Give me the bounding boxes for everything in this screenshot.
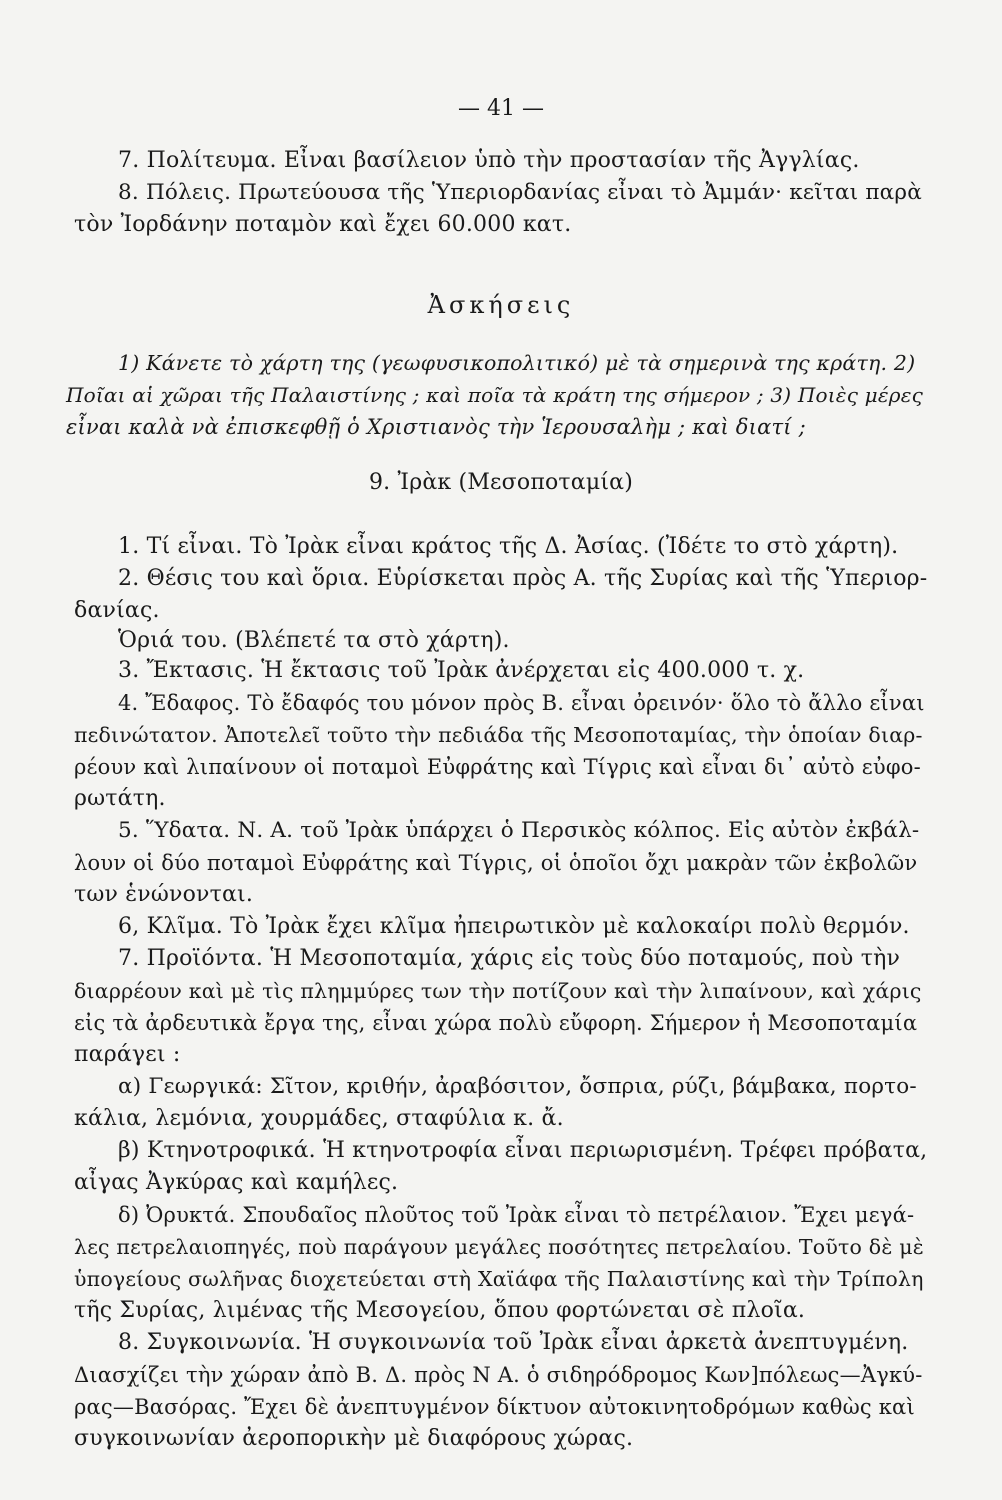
text-line: 5. Ὕδατα. Ν. Α. τοῦ Ἰρὰκ ὑπάρχει ὁ Περσικὸς κόλπος. Εἰς αὐτὸν ἐκβάλ- xyxy=(118,818,920,843)
section-heading-exercises: Ἀσκήσεις xyxy=(427,291,575,319)
text-line: διαρρέουν καὶ μὲ τὶς πλημμύρες των τὴν ποτίζουν καὶ τὴν λιπαίνουν, καὶ χάρις xyxy=(74,979,922,1003)
text-line: παράγει : xyxy=(74,1042,181,1067)
text-line: πεδινώτατον. Ἀποτελεῖ τοῦτο τὴν πεδιάδα τῆς Μεσοποταμίας, τὴν ὁποίαν διαρ- xyxy=(74,723,923,747)
chapter-heading-iraq: 9. Ἰρὰκ (Μεσοποταμία) xyxy=(368,470,634,495)
text-line: κάλια, λεμόνια, χουρμάδες, σταφύλια κ. ἄ. xyxy=(74,1106,564,1131)
text-line: λες πετρελαιοπηγές, ποὺ παράγουν μεγάλες ποσότητες πετρελαίου. Τοῦτο δὲ μὲ xyxy=(74,1235,924,1259)
text-line: 8. Πόλεις. Πρωτεύουσα τῆς Ὑπεριορδανίας εἶναι τὸ Ἀμμάν· κεῖται παρὰ xyxy=(118,180,922,205)
text-line: συγκοινωνίαν ἀεροπορικὴν μὲ διαφόρους χώρας. xyxy=(74,1426,634,1451)
page-number: — 41 — xyxy=(458,96,544,121)
text-line: 2. Θέσις του καὶ ὅρια. Εὑρίσκεται πρὸς Α. τῆς Συρίας καὶ τῆς Ὑπεριορ- xyxy=(118,566,928,591)
text-line: 8. Συγκοινωνία. Ἡ συγκοινωνία τοῦ Ἰρὰκ εἶναι ἀρκετὰ ἀνεπτυγμένη. xyxy=(118,1330,909,1355)
text-line: 6, Κλῖμα. Τὸ Ἰρὰκ ἔχει κλῖμα ἠπειρωτικὸν μὲ καλοκαίρι πολὺ θερμόν. xyxy=(118,914,910,939)
text-line: 7. Πολίτευμα. Εἶναι βασίλειον ὑπὸ τὴν προστασίαν τῆς Ἀγγλίας. xyxy=(118,148,860,173)
text-line: ρέουν καὶ λιπαίνουν οἱ ποταμοὶ Εὐφράτης καὶ Τίγρις καὶ εἶναι δι᾽ αὐτὸ εὐφο- xyxy=(74,755,921,779)
text-line: εἶναι καλὰ νὰ ἐπισκεφθῇ ὁ Χριστιανὸς τὴν Ἱερουσαλὴμ ; καὶ διατί ; xyxy=(66,415,806,439)
text-line: α) Γεωργικά: Σῖτον, κριθήν, ἀραβόσιτον, ὄσπρια, ρύζι, βάμβακα, πορτο- xyxy=(118,1074,917,1099)
text-line: 1. Τί εἶναι. Τὸ Ἰρὰκ εἶναι κράτος τῆς Δ. Ἀσίας. (Ἰδέτε το στὸ χάρτη). xyxy=(118,534,899,559)
text-line: τῆς Συρίας, λιμένας τῆς Μεσογείου, ὅπου φορτώνεται σὲ πλοῖα. xyxy=(74,1298,806,1323)
text-line: 7. Προϊόντα. Ἡ Μεσοποταμία, χάρις εἰς τοὺς δύο ποταμούς, ποὺ τὴν xyxy=(118,946,901,971)
text-line: Διασχίζει τὴν χώραν ἀπὸ Β. Δ. πρὸς Ν Α. ὁ σιδηρόδρομος Κων]πόλεως—Ἀγκύ- xyxy=(74,1363,923,1387)
text-line: ὑπογείους σωλῆνας διοχετεύεται στὴ Χαϊάφα τῆς Παλαιστίνης καὶ τὴν Τρίπολη xyxy=(74,1267,924,1291)
text-line: τὸν Ἰορδάνην ποταμὸν καὶ ἔχει 60.000 κατ. xyxy=(74,212,572,237)
text-line: αἶγας Ἀγκύρας καὶ καμήλες. xyxy=(74,1170,399,1195)
text-line: Ποῖαι αἱ χῶραι τῆς Παλαιστίνης ; καὶ ποῖα τὰ κράτη της σήμερον ; 3) Ποιὲς μέρες xyxy=(66,383,924,407)
text-line: δανίας. xyxy=(74,598,160,623)
text-line: 1) Κάνετε τὸ χάρτη της (γεωφυσικοπολιτικό) μὲ τὰ σημερινὰ της κράτη. 2) xyxy=(118,351,916,375)
text-line: εἰς τὰ ἀρδευτικὰ ἔργα της, εἶναι χώρα πολὺ εὔφορη. Σήμερον ἡ Μεσοποταμία xyxy=(74,1011,918,1035)
text-line: δ) Ὀρυκτά. Σπουδαῖος πλοῦτος τοῦ Ἰρὰκ εἶναι τὸ πετρέλαιον. Ἔχει μεγά- xyxy=(118,1203,915,1227)
text-line: λουν οἱ δύο ποταμοὶ Εὐφράτης καὶ Τίγρις, οἱ ὁποῖοι ὄχι μακρὰν τῶν ἐκβολῶν xyxy=(74,851,918,875)
text-line: 3. Ἔκτασις. Ἡ ἔκτασις τοῦ Ἰρὰκ ἀνέρχεται εἰς 400.000 τ. χ. xyxy=(118,658,805,683)
text-line: 4. Ἔδαφος. Τὸ ἔδαφός του μόνον πρὸς Β. εἶναι ὀρεινόν· ὅλο τὸ ἄλλο εἶναι xyxy=(118,691,925,715)
text-line: ρας—Βασόρας. Ἔχει δὲ ἀνεπτυγμένον δίκτυον αὐτοκινητοδρόμων καθὼς καὶ xyxy=(74,1395,915,1419)
text-line: ρωτάτη. xyxy=(74,786,166,811)
text-line: β) Κτηνοτροφικά. Ἡ κτηνοτροφία εἶναι περιωρισμένη. Τρέφει πρόβατα, xyxy=(118,1138,928,1163)
text-line: των ἑνώνονται. xyxy=(74,882,254,907)
text-line: Ὁριά του. (Βλέπετέ τα στὸ χάρτη). xyxy=(118,628,510,653)
